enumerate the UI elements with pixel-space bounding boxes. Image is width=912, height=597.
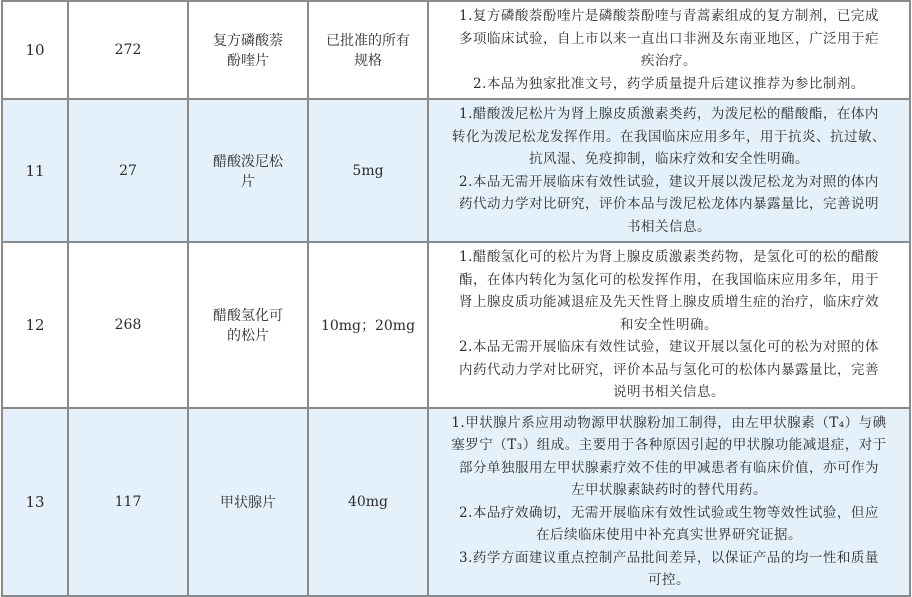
drug-name (188, 99, 308, 242)
note-line: 内药代动力学对比研究，评价本品与氢化可的松体内暴露量比，完善 (459, 361, 879, 378)
note-line: 1.醋酸氢化可的松片为肾上腺皮质激素类药物，是氢化可的松的醋酸 (459, 249, 879, 265)
note-line: 酯，在体内转化为氢化可的松发挥作用，在我国临床应用多年，用于 (459, 271, 879, 288)
row-number: 13 (2, 408, 68, 596)
table-row-13 (2, 408, 910, 596)
drug-name-line: 甲状腺片 (220, 494, 276, 511)
note-line: 1.复方磷酸萘酚喹片是磷酸萘酚喹与青蒿素组成的复方制剂，已完成 (459, 8, 879, 24)
note-line: 说明书相关信息。 (613, 384, 725, 400)
row-number: 12 (2, 242, 68, 408)
note-line: 肾上腺皮质功能减退症及先天性肾上腺皮质增生症的治疗，临床疗效 (459, 294, 879, 310)
note-line: 抗风湿、免疫抑制，临床疗效和安全性明确。 (529, 151, 809, 167)
specification (308, 99, 428, 242)
drug-name (188, 1, 308, 99)
note-line: 1.甲状腺片系应用动物源甲状腺粉加工制得，由左甲状腺素（T₄）与碘 (451, 414, 887, 431)
note-line: 多项临床试验，自上市以来一直出口非洲及东南亚地区，广泛用于疟 (459, 30, 879, 47)
spec-line: 规格 (354, 53, 382, 69)
note-line: 药代动力学对比研究，评价本品与泼尼松龙体内暴露量比，完善说明 (459, 196, 879, 212)
drug-name-line: 酚喹片 (227, 53, 269, 69)
note-line: 1.醋酸泼尼松片为肾上腺皮质激素类药，为泼尼松的醋酸酯，在体内 (459, 106, 879, 122)
drug-name (188, 242, 308, 408)
note-line: 在后续临床使用中补充真实世界研究证据。 (536, 527, 802, 543)
note-line: 左甲状腺素缺药时的替代用药。 (571, 482, 767, 498)
evaluation-notes (428, 408, 910, 596)
evaluation-notes (428, 1, 910, 99)
drug-name-line: 醋酸泼尼松 (213, 153, 283, 170)
spec-line: 已批准的所有 (326, 33, 410, 49)
note-line: 2.本品无需开展临床有效性试验，建议开展以泼尼松龙为对照的体内 (459, 173, 879, 190)
note-line: 疾治疗。 (641, 53, 697, 69)
note-line: 书相关信息。 (627, 218, 711, 235)
specification (308, 242, 428, 408)
row-number: 10 (2, 1, 68, 99)
drug-name-line: 片 (241, 173, 255, 190)
specification (308, 408, 428, 596)
evaluation-notes (428, 99, 910, 242)
note-line: 2.本品无需开展临床有效性试验，建议开展以氢化可的松为对照的体 (459, 339, 879, 355)
note-line: 3.药学方面建议重点控制产品批间差异，以保证产品的均一性和质量 (459, 549, 879, 566)
note-line: 2.本品疗效确切，无需开展临床有效性试验或生物等效性试验，但应 (459, 504, 879, 521)
spec-line: 10mg；20mg (320, 317, 416, 334)
note-line: 部分单独服用左甲状腺素疗效不佳的甲减患者有临床价值，亦可作为 (459, 459, 879, 476)
catalog-number: 117 (68, 408, 188, 596)
row-number: 11 (2, 99, 68, 242)
table-row-12 (2, 242, 910, 408)
specification (308, 1, 428, 99)
table-row-10 (2, 1, 910, 99)
note-line: 转化为泼尼松龙发挥作用。在我国临床应用多年，用于抗炎、抗过敏、 (452, 128, 886, 145)
drug-evaluation-table (1, 0, 911, 597)
table-row-11 (2, 99, 910, 242)
spec-line: 5mg (352, 162, 384, 179)
drug-name-line: 复方磷酸萘 (213, 33, 283, 49)
note-line: 可控。 (648, 572, 690, 588)
catalog-number: 27 (68, 99, 188, 242)
evaluation-notes (428, 242, 910, 408)
note-line: 2.本品为独家批准文号，药学质量提升后建议推荐为参比制剂。 (473, 75, 865, 92)
spec-line: 40mg (347, 493, 389, 510)
drug-name-line: 的松片 (227, 327, 269, 344)
drug-name-line: 醋酸氢化可 (213, 307, 283, 324)
drug-name (188, 408, 308, 596)
catalog-number: 272 (68, 1, 188, 99)
note-line: 和安全性明确。 (620, 316, 718, 333)
catalog-number: 268 (68, 242, 188, 408)
note-line: 塞罗宁（T₃）组成。主要用于各种原因引起的甲状腺功能减退症，对于 (451, 437, 887, 453)
